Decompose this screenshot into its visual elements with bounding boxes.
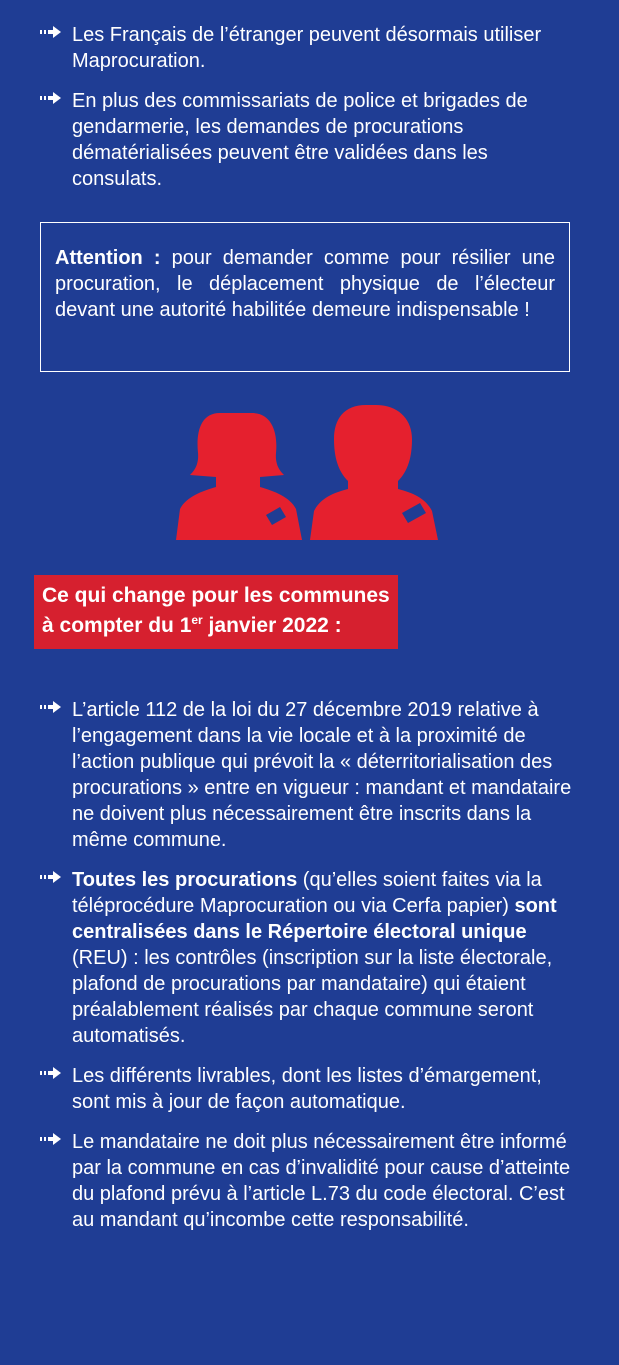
bullet-text: (REU) : les contrôles (inscription sur la liste électorale, plafond de procurations par mandataire) qui étaient préalablement réalisés par chaque commune seront automatisés. (72, 947, 553, 1047)
list-item (40, 22, 580, 74)
two-people-icon (176, 405, 438, 540)
bullet-bold-text: Toutes les procurations (72, 869, 298, 891)
notice-text: pour demander comme pour résilier une procuration, le déplacement physique de l’électeur devant une autorité habilitée demeure indispensable ! (55, 247, 555, 321)
bullet-text: En plus des commissariats de police et brigades de gendarmerie, les demandes de procurations dématérialisées peuvent être validées dans les consulats. (72, 90, 528, 190)
notice-label: Attention : (55, 247, 161, 269)
arrow-right-icon (40, 870, 62, 884)
arrow-right-icon (40, 91, 62, 105)
top-bullet-list (40, 22, 580, 206)
bullet-text: Les Français de l’étranger peuvent désormais utiliser Maprocuration. (72, 24, 542, 72)
banner-line-2-post: janvier 2022 : (202, 614, 342, 637)
banner-superscript: er (191, 613, 203, 627)
list-item (40, 867, 580, 1049)
arrow-right-icon (40, 25, 62, 39)
list-item (40, 1063, 580, 1115)
banner-line-2-pre: à compter du 1 (42, 614, 192, 637)
arrow-right-icon (40, 1066, 62, 1080)
arrow-right-icon (40, 700, 62, 714)
bullet-bold-text: sont centralisées dans le Répertoire électoral unique (72, 895, 557, 943)
bottom-bullet-list (40, 697, 580, 1247)
banner-line-1: Ce qui change pour les communes (42, 584, 390, 607)
arrow-right-icon (40, 1132, 62, 1146)
attention-notice (40, 222, 570, 372)
bullet-text: Le mandataire ne doit plus nécessairement être informé par la commune en cas d’invalidité pour cause d’atteinte du plafond prévu à l’article L.73 du code électoral. C’est au mandant qu’incombe cette responsabilité. (72, 1131, 571, 1231)
section-banner (34, 575, 398, 649)
list-item (40, 697, 580, 853)
banner-line-2 (42, 611, 390, 641)
list-item (40, 88, 580, 192)
list-item (40, 1129, 580, 1233)
bullet-text: (qu’elles soient faites via la téléprocédure Maprocuration ou via Cerfa papier) (72, 869, 542, 917)
bullet-text: L’article 112 de la loi du 27 décembre 2019 relative à l’engagement dans la vie locale et à la proximité de l’action publique qui prévoit la « déterritorialisation des procurations » entre en vigueur : mandant et mandataire ne doivent plus nécessairement être inscrits dans la même commune. (72, 699, 572, 851)
bullet-text: Les différents livrables, dont les listes d’émargement, sont mis à jour de façon automatique. (72, 1065, 542, 1113)
